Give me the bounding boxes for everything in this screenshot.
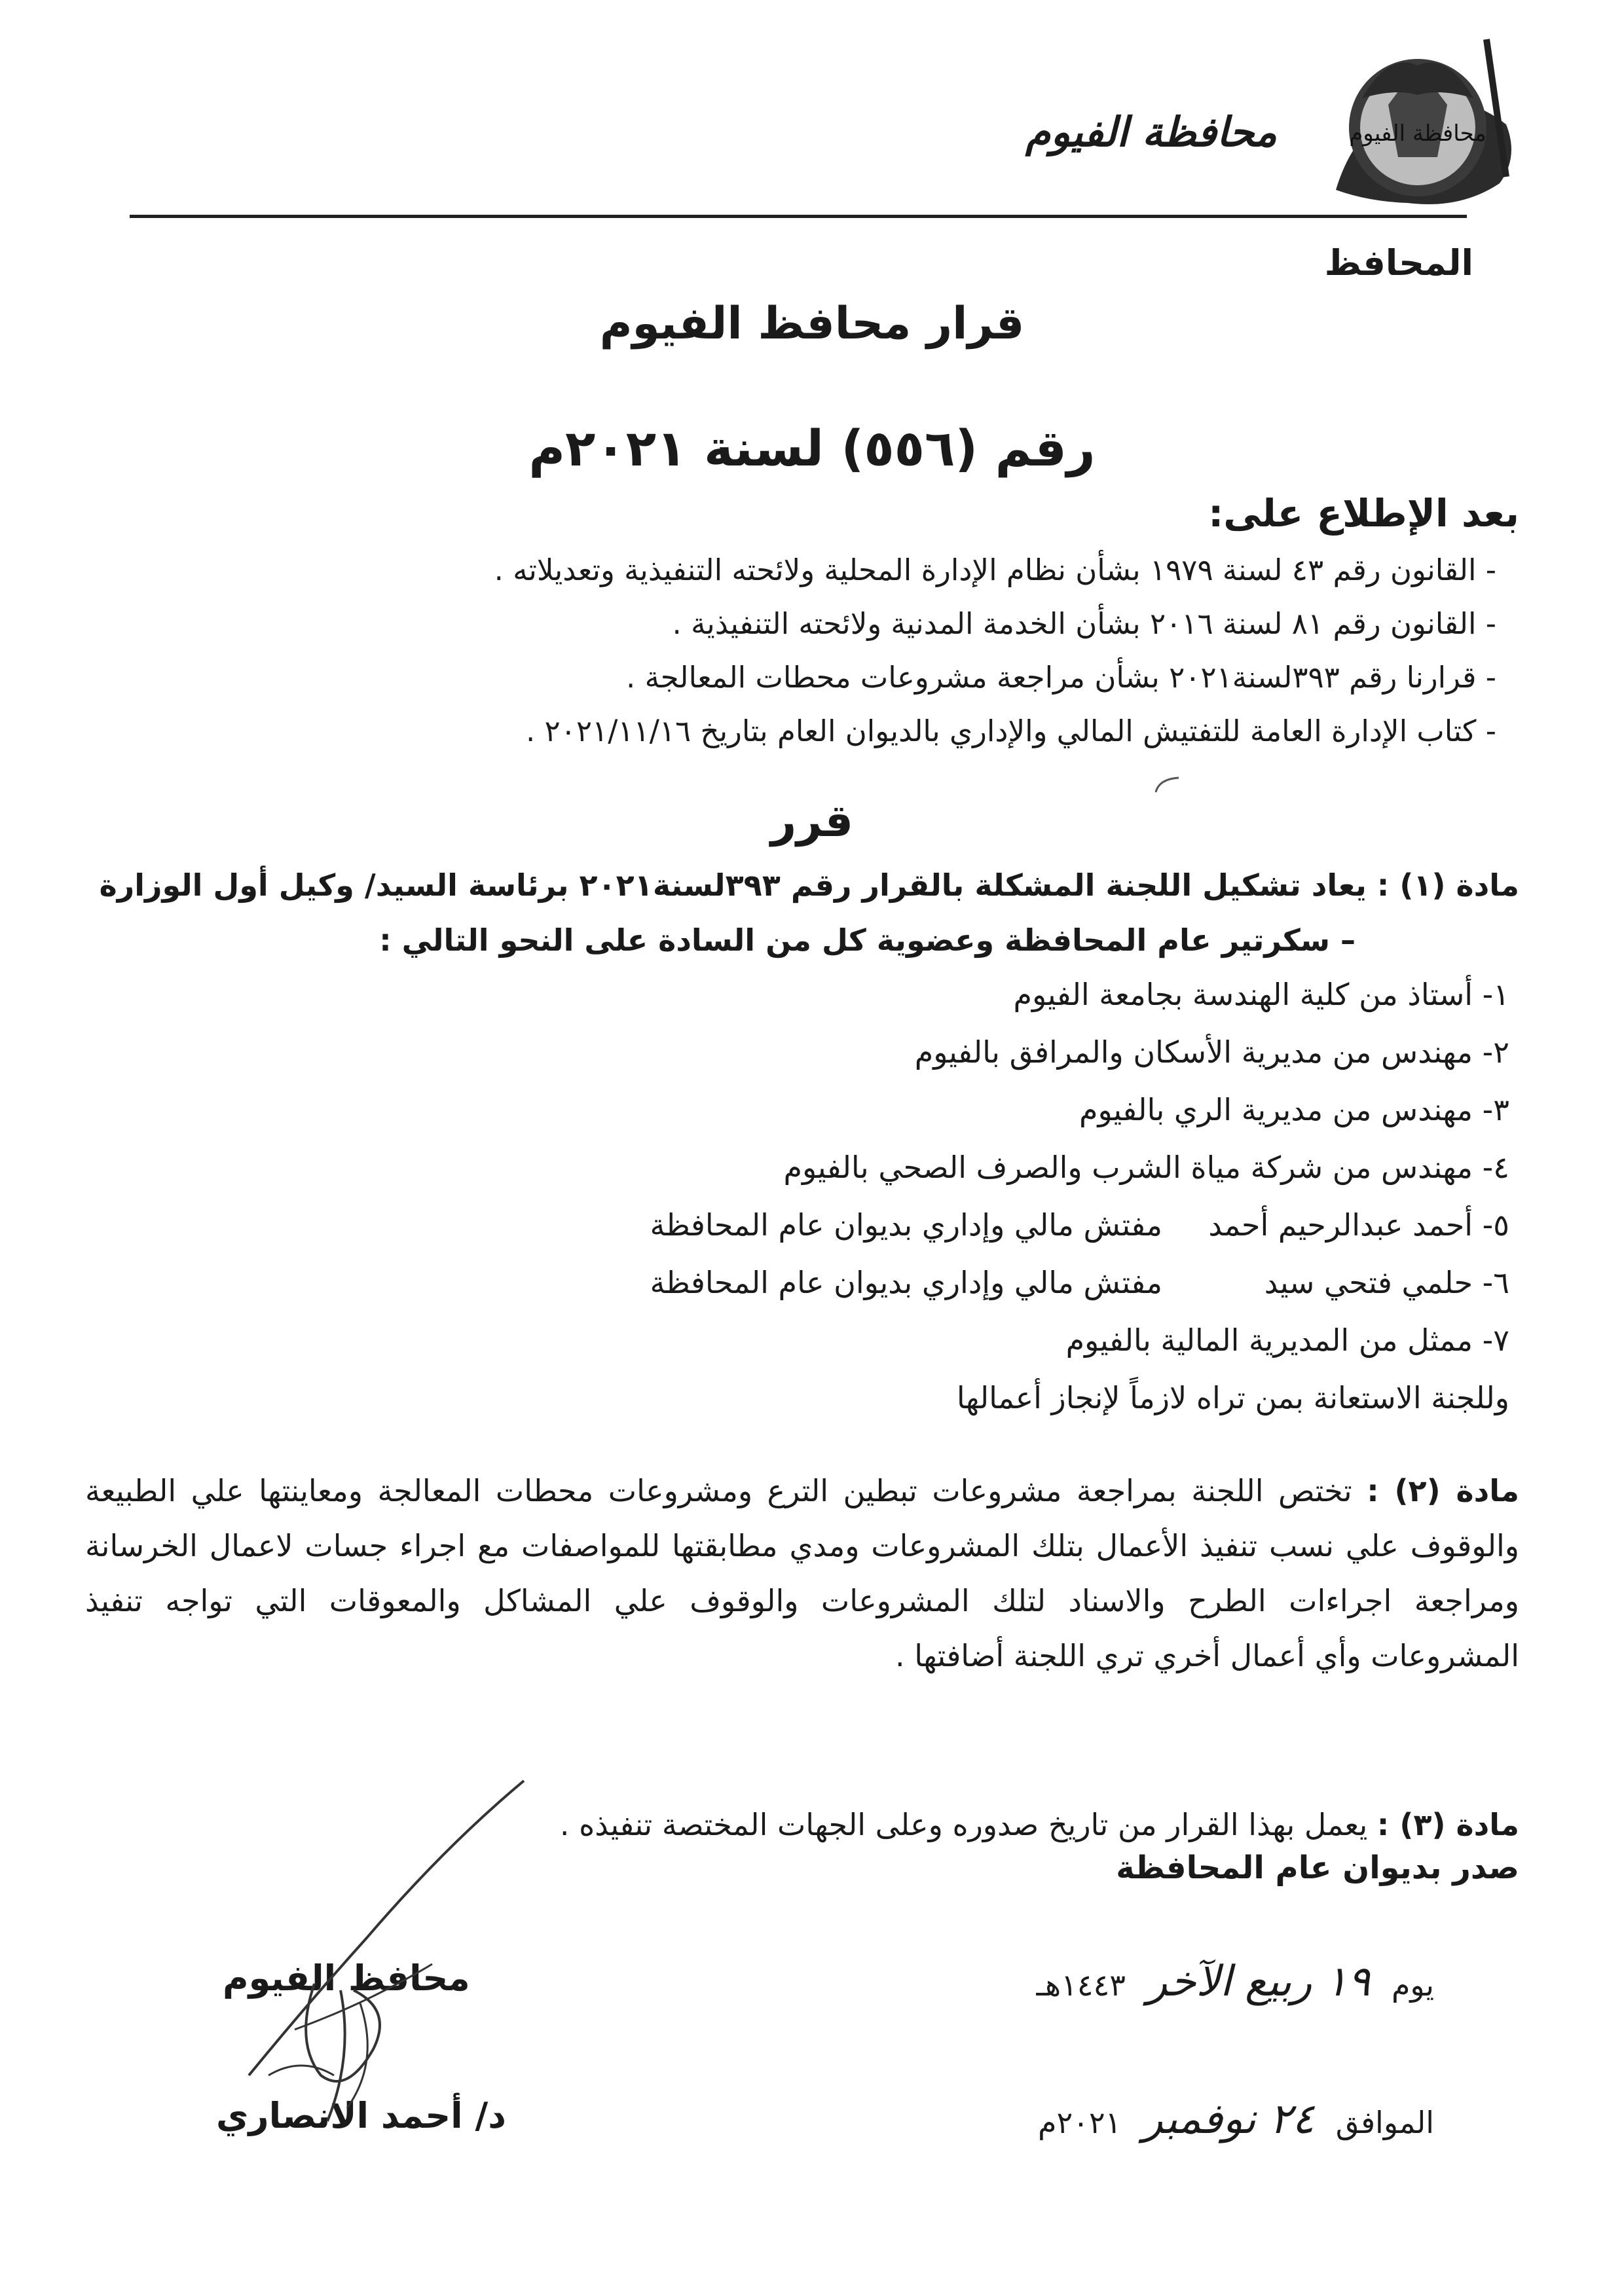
member-role: مفتش مالي وإداري بديوان عام المحافظة (650, 1265, 1162, 1300)
header-divider (130, 215, 1467, 218)
gregorian-prefix: الموافق (1335, 2105, 1434, 2140)
member-name: ٥- أحمد عبدالرحيم أحمد (1208, 1207, 1509, 1243)
member-name: ٣- مهندس من مديرية الري بالفيوم (1079, 1092, 1509, 1127)
member-name: ٧- ممثل من المديرية المالية بالفيوم (1065, 1322, 1509, 1358)
member-role: مفتش مالي وإداري بديوان عام المحافظة (650, 1207, 1162, 1243)
hijri-handwritten-date: ١٩ ربيع الآخر (1147, 1958, 1371, 2006)
gregorian-year: ٢٠٢١م (1037, 2105, 1122, 2140)
office-label: المحافظ (1324, 242, 1473, 283)
member-name: ٤- مهندس من شركة مياة الشرب والصرف الصحي بالفيوم (783, 1150, 1509, 1185)
reference-item: - القانون رقم ٨١ لسنة ٢٠١٦ بشأن الخدمة المدنية ولائحته التنفيذية . (672, 606, 1496, 641)
signatory-name: د/ أحمد الانصاري (216, 2095, 506, 2136)
article-2-text: تختص اللجنة بمراجعة مشروعات تبطين الترع ومشروعات محطات المعالجة ومعاينتها علي الطبيعة والوقوف علي نسب تنفيذ الأعمال بتلك المشروعات ومدي مطابقتها للمواصفات مع اجراء جسات لاعمال الخرسانة ومراجعة اجراءات الطرح والاسناد لتلك المشروعات والوقوف علي المشاكل والمعوقات التي تواجه تنفيذ المشروعات وأي أعمال أخري تري اللجنة أضافتها . (85, 1473, 1519, 1673)
member-item (134, 1254, 1509, 1311)
hijri-prefix: يوم (1391, 1967, 1434, 2003)
reference-list (88, 543, 1496, 758)
gregorian-date (1038, 2095, 1434, 2143)
hijri-date (1036, 1958, 1434, 2006)
hijri-year: ١٤٤٣هـ (1036, 1967, 1126, 2003)
member-name: ١- أستاذ من كلية الهندسة بجامعة الفيوم (1013, 977, 1509, 1012)
article-1-line-2: – سكرتير عام المحافظة وعضوية كل من السادة على النحو التالي : (379, 922, 1356, 958)
decided-heading: قرر (771, 795, 853, 847)
gregorian-handwritten-date: ٢٤ نوفمبر (1142, 2095, 1315, 2143)
article-3-text: يعمل بهذا القرار من تاريخ صدوره وعلى الجهات المختصة تنفيذه . (559, 1807, 1368, 1842)
reference-item: - كتاب الإدارة العامة للتفتيش المالي والإداري بالديوان العام بتاريخ ٢٠٢١/١١/١٦ . (525, 714, 1496, 748)
member-item (134, 1139, 1509, 1196)
member-item (134, 1081, 1509, 1139)
article-1 (85, 858, 1519, 968)
member-item (134, 1196, 1509, 1254)
article-1-line-1: مادة (١) : يعاد تشكيل اللجنة المشكلة بالقرار رقم ٣٩٣لسنة٢٠٢١ برئاسة السيد/ وكيل أول الوزارة (99, 867, 1519, 903)
stray-mark-icon (1146, 773, 1185, 799)
reference-item: - قرارنا رقم ٣٩٣لسنة٢٠٢١ بشأن مراجعة مشروعات محطات المعالجة . (626, 660, 1496, 695)
article-2 (85, 1463, 1519, 1683)
member-item (134, 966, 1509, 1023)
member-name: ٦- حلمي فتحي سيد (1264, 1265, 1509, 1300)
signature-scribble-icon (196, 1768, 537, 2134)
governorate-emblem-icon (1310, 26, 1526, 216)
perusal-heading: بعد الإطلاع على: (1208, 491, 1519, 536)
signatory-title: محافظ الفيوم (223, 1958, 470, 1999)
article-2-label: مادة (٢) : (1367, 1473, 1520, 1508)
decision-number: رقم (٥٥٦) لسنة ٢٠٢١م (528, 419, 1096, 477)
committee-members (134, 966, 1509, 1427)
member-item (134, 1311, 1509, 1369)
member-name: ٢- مهندس من مديرية الأسكان والمرافق بالفيوم (914, 1034, 1509, 1070)
committee-closing: وللجنة الاستعانة بمن تراه لازماً لإنجاز أعمالها (956, 1380, 1509, 1415)
issued-line: صدر بديوان عام المحافظة (1116, 1850, 1519, 1886)
emblem-text: محافظة الفيوم (1349, 120, 1486, 147)
decision-title: قرار محافظ الفيوم (599, 298, 1025, 350)
member-item (134, 1023, 1509, 1081)
article-3-label: مادة (٣) : (1376, 1807, 1519, 1842)
reference-item: - القانون رقم ٤٣ لسنة ١٩٧٩ بشأن نظام الإدارة المحلية ولائحته التنفيذية وتعديلاته . (494, 553, 1496, 587)
governorate-name: محافظة الفيوم (1025, 108, 1277, 156)
